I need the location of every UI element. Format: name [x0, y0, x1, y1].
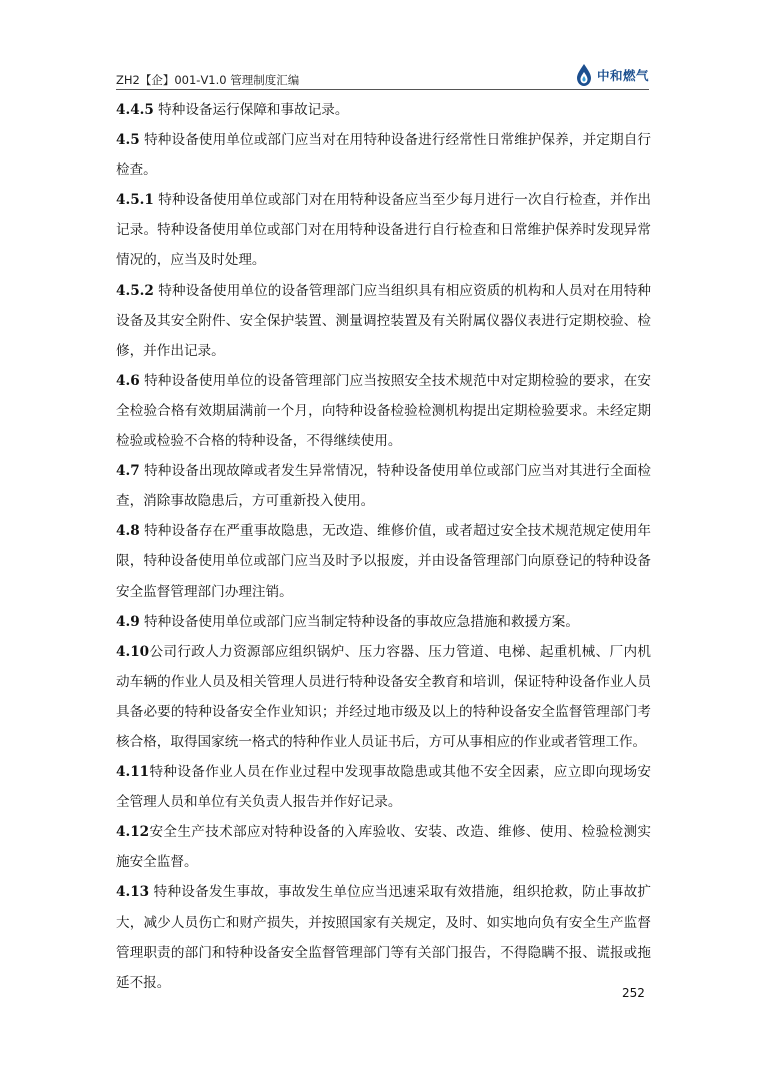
clause-number: 4.12 — [116, 824, 150, 841]
document-body — [116, 95, 651, 998]
company-logo — [574, 63, 649, 87]
clause-text: 特种设备发生事故，事故发生单位应当迅速采取有效措施，组织抢救，防止事故扩大，减少人员伤亡和财产损失，并按照国家有关规定，及时、如实地向负有安全生产监督管理职责的部门和特种设备安全监督管理部门等有关部门报告，不得隐瞒不报、谎报或拖延不报。 — [116, 884, 651, 991]
paragraph — [116, 817, 651, 877]
clause-text: 特种设备运行保障和事故记录。 — [153, 102, 349, 118]
clause-number: 4.9 — [116, 613, 140, 630]
clause-text: 特种设备使用单位或部门应当对在用特种设备进行经常性日常维护保养，并定期自行检查。 — [116, 132, 651, 179]
paragraph — [116, 877, 651, 997]
paragraph — [116, 637, 651, 757]
clause-number: 4.6 — [116, 372, 140, 389]
clause-number: 4.13 — [116, 884, 150, 901]
paragraph — [116, 125, 651, 185]
paragraph — [116, 456, 651, 516]
paragraph — [116, 366, 651, 456]
clause-text: 特种设备出现故障或者发生异常情况，特种设备使用单位或部门应当对其进行全面检查，消除事故隐患后，方可重新投入使用。 — [116, 463, 651, 510]
paragraph — [116, 95, 651, 125]
clause-text: 特种设备使用单位或部门应当制定特种设备的事故应急措施和救援方案。 — [139, 613, 579, 630]
document-code: ZH2【企】001-V1.0 管理制度汇编 — [116, 73, 300, 87]
clause-text: 特种设备使用单位的设备管理部门应当按照安全技术规范中对定期检验的要求，在安全检验合格有效期届满前一个月，向特种设备检验检测机构提出定期检验要求。未经定期检验或检验不合格的特种设备，不得继续使用。 — [116, 372, 651, 450]
flame-droplet-logo-icon — [574, 63, 594, 87]
page-header — [116, 60, 649, 90]
paragraph — [116, 607, 651, 637]
header-divider — [116, 89, 649, 90]
page-number: 252 — [622, 986, 645, 1000]
clause-number: 4.11 — [116, 764, 150, 781]
clause-number: 4.10 — [116, 643, 150, 660]
clause-number: 4.5.2 — [116, 282, 154, 299]
logo-text: 中和燃气 — [596, 68, 649, 83]
clause-number: 4.5.1 — [116, 192, 154, 209]
clause-text: 安全生产技术部应对特种设备的入库验收、安装、改造、维修、使用、检验检测实施安全监督。 — [116, 824, 651, 871]
clause-number: 4.4.5 — [116, 102, 154, 118]
clause-number: 4.5 — [116, 132, 140, 149]
paragraph — [116, 516, 651, 606]
clause-text: 特种设备使用单位或部门对在用特种设备应当至少每月进行一次自行检查，并作出记录。特种设备使用单位或部门对在用特种设备进行自行检查和日常维护保养时发现异常情况的，应当及时处理。 — [116, 192, 651, 269]
paragraph — [116, 276, 651, 366]
clause-text: 特种设备作业人员在作业过程中发现事故隐患或其他不安全因素，应立即向现场安全管理人员和单位有关负责人报告并作好记录。 — [116, 764, 651, 811]
clause-text: 特种设备存在严重事故隐患，无改造、维修价值，或者超过安全技术规范规定使用年限，特种设备使用单位或部门应当及时予以报废，并由设备管理部门向原登记的特种设备安全监督管理部门办理注销。 — [116, 523, 651, 600]
paragraph — [116, 757, 651, 817]
clause-number: 4.7 — [116, 463, 140, 480]
clause-number: 4.8 — [116, 523, 140, 540]
clause-text: 公司行政人力资源部应组织锅炉、压力容器、压力管道、电梯、起重机械、厂内机动车辆的作业人员及相关管理人员进行特种设备安全教育和培训，保证特种设备作业人员具备必要的特种设备安全作业知识；并经过地市级及以上的特种设备安全监督管理部门考核合格，取得国家统一格式的特种作业人员证书后，方可从事相应的作业或者管理工作。 — [116, 643, 651, 750]
paragraph — [116, 185, 651, 275]
clause-text: 特种设备使用单位的设备管理部门应当组织具有相应资质的机构和人员对在用特种设备及其安全附件、安全保护装置、测量调控装置及有关附属仪器仪表进行定期校验、检修，并作出记录。 — [116, 282, 651, 359]
